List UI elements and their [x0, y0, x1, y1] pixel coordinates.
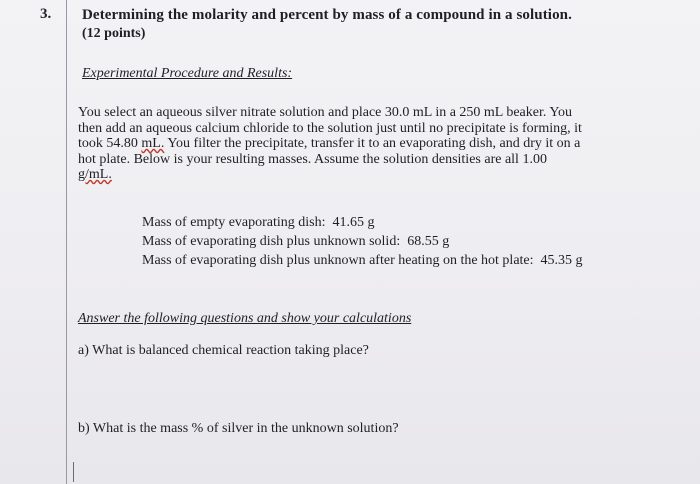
spellcheck-word-ml: mL.	[141, 136, 165, 151]
paragraph-line-1: You select an aqueous silver nitrate solution and place 30.0 mL in a 250 mL beaker. You	[78, 105, 573, 120]
mass-row-dish-plus-solid	[142, 232, 583, 251]
paragraph-line-3-end: You filter the precipitate, transfer it to an evaporating dish, and dry it on a	[164, 136, 581, 151]
mass-label: Mass of evaporating dish plus unknown after heating on the hot plate:	[142, 253, 534, 268]
question-title: Determining the molarity and percent by mass of a compound in a solution.	[82, 7, 572, 23]
mass-value: 41.65 g	[332, 215, 375, 230]
question-number: 3.	[40, 6, 52, 22]
margin-line	[66, 0, 67, 484]
mass-list	[142, 213, 583, 270]
answer-heading: Answer the following questions and show your calculations	[78, 311, 412, 326]
paragraph-line-3-start: took 54.80	[78, 136, 142, 151]
part-text: What is the mass % of silver in the unknown solution?	[92, 421, 399, 436]
paragraph-line-5	[78, 167, 623, 183]
mass-label: Mass of evaporating dish plus unknown solid:	[142, 234, 401, 249]
part-letter: a)	[78, 343, 89, 358]
paragraph-line-3	[78, 136, 623, 152]
text-cursor[interactable]	[73, 462, 74, 482]
part-text: What is balanced chemical reaction taking place?	[92, 343, 369, 358]
part-b	[78, 421, 399, 437]
mass-row-after-heating	[142, 251, 583, 270]
mass-row-empty-dish	[142, 213, 583, 232]
mass-label: Mass of empty evaporating dish:	[142, 215, 326, 230]
part-letter: b)	[78, 421, 90, 436]
procedure-heading: Experimental Procedure and Results:	[82, 66, 293, 81]
spellcheck-word-gml: g/mL.	[78, 167, 112, 182]
paragraph-line-2: then add an aqueous calcium chloride to the solution just until no precipitate is forming, it	[78, 120, 582, 136]
question-points: (12 points)	[82, 26, 146, 41]
procedure-paragraph	[78, 105, 623, 183]
mass-value: 45.35 g	[540, 253, 583, 268]
part-a	[78, 343, 369, 359]
paragraph-line-4: hot plate. Below is your resulting masses. Assume the solution densities are all 1.00	[78, 151, 547, 167]
mass-value: 68.55 g	[407, 234, 450, 249]
